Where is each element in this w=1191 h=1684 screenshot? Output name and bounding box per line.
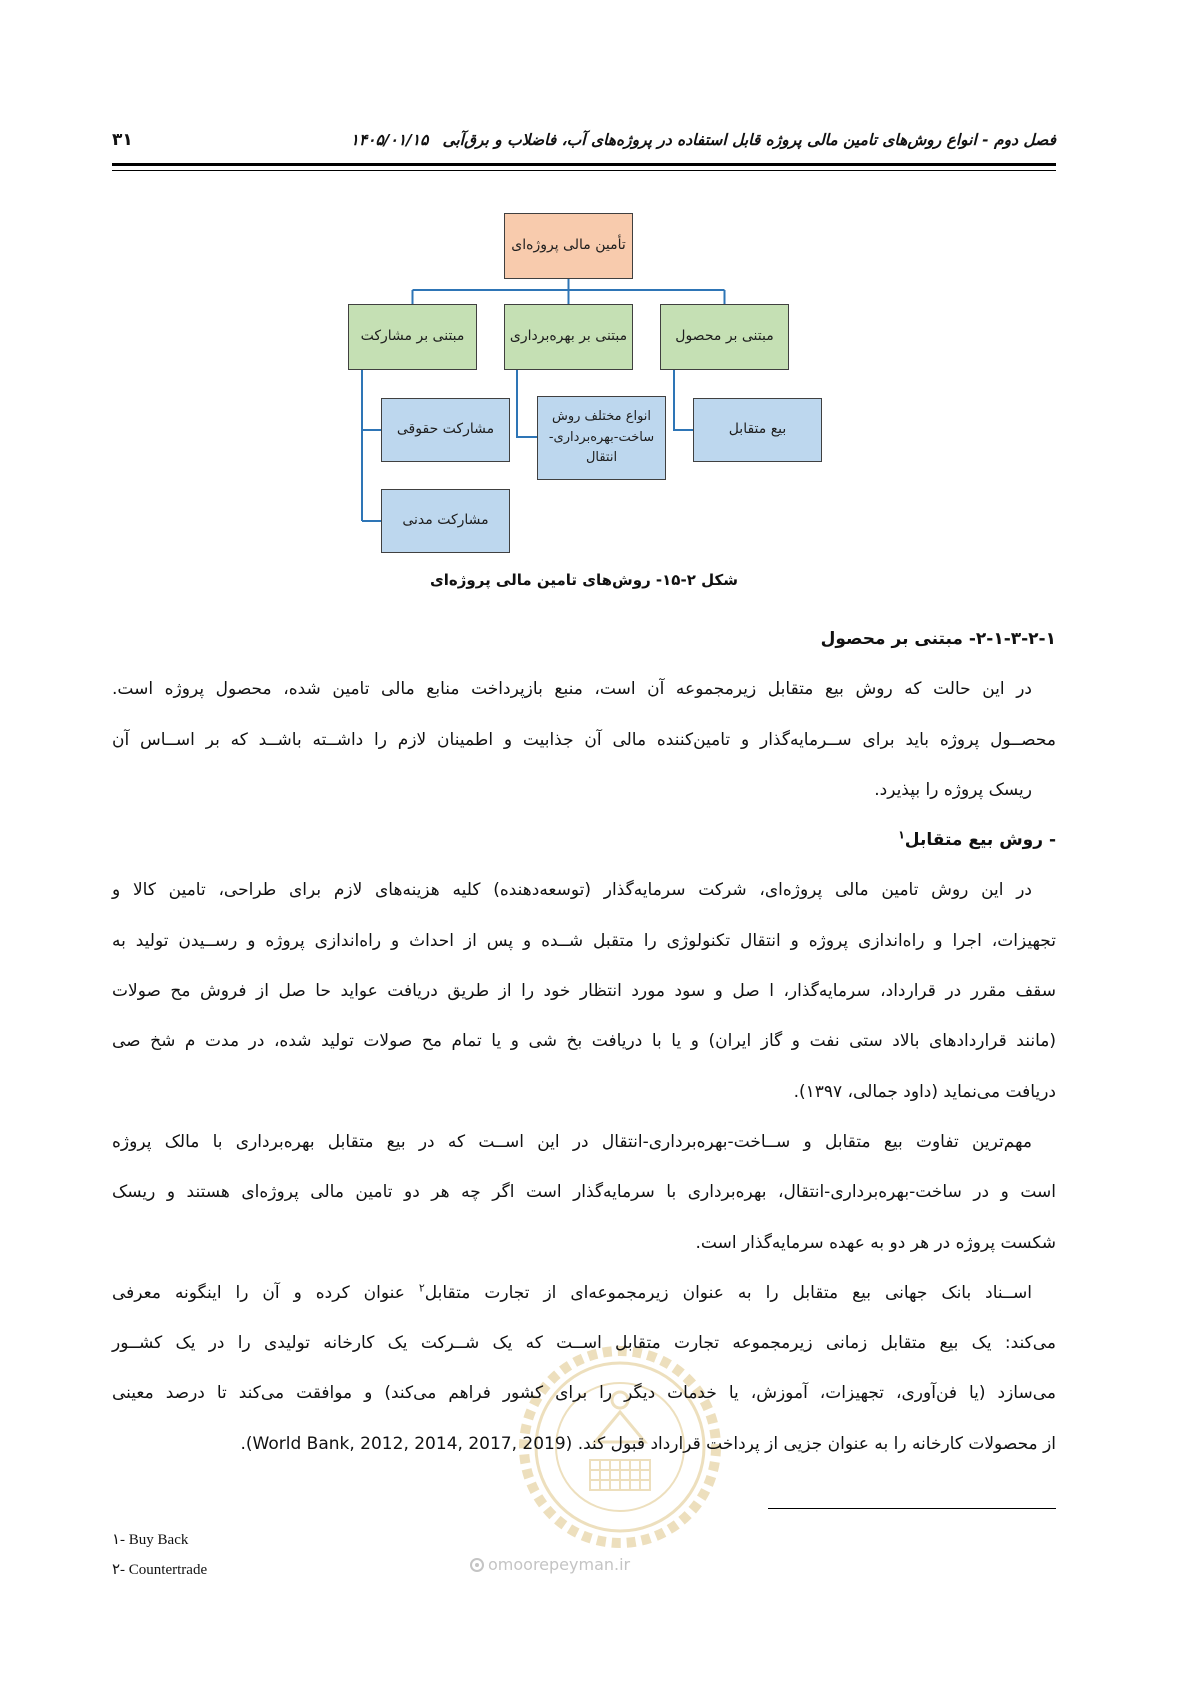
branch-participation-box [348,304,477,370]
leaf-bot-label-line: انواع مختلف روش [551,408,652,424]
footnote-2: ۲- Countertrade [112,1562,208,1578]
leaf-civil-partnership-label: مشارکت مدنی [402,512,489,529]
leaf-legal-partnership-label: مشارکت حقوقی [396,421,495,438]
body-text [112,614,1056,1469]
paragraph-4-line [112,1268,1056,1318]
diagram-connectors [0,0,1191,600]
header-date: ۱۴۰۵/۰۱/۱۵ [350,131,429,149]
leaf-bot-box [537,396,666,480]
paragraph-4-line: می‌سازد (یا فن‌آوری، تجهیزات، آموزش، یا خدمات دیگر را برای کشور فراهم می‌کند) و موافقت می‌کند تا درصد معینی [112,1383,1056,1404]
paragraph-2-line: دریافت می‌نماید (داود جمالی، ۱۳۹۷). [793,1081,1056,1102]
paragraph-4-text: عنوان کرده و آن را اینگونه معرفی [112,1282,419,1303]
branch-product-label: مبتنی بر محصول [675,328,774,345]
leaf-bot-label-line: انتقال [585,450,618,466]
watermark-url: omoorepeyman.ir [488,1555,631,1574]
branch-operation-box [504,304,633,370]
leaf-legal-partnership-box [381,398,510,462]
branch-product-box [660,304,789,370]
paragraph-4-line: می‌کند: یک بیع متقابل زمانی زیرمجموعه تجارت متقابل اســت که یک شــرکت یک کارخانه تولیدی را در یک کشــور [112,1333,1056,1354]
diagram-root-box [504,213,633,279]
page-number: ۳۱ [112,130,133,150]
watermark-text [470,1553,630,1577]
leaf-civil-partnership-box [381,489,510,553]
paragraph-4-line: از محصولات کارخانه را به عنوان جزیی از پرداخت قرارداد قبول کند. (World Bank, 2012, 2014, 2017, 2019). [240,1433,1056,1454]
paragraph-1-line: ریسک پروژه را بپذیرد. [874,779,1032,800]
paragraph-1-line: در این حالت که روش بیع متقابل زیرمجموعه آن است، منبع بازپرداخت منابع مالی تامین شده، محصول پروژه است. [112,679,1032,700]
footnotes [112,1525,207,1585]
paragraph-3-line: شکست پروژه در هر دو به عهده سرمایه‌گذار است. [695,1232,1056,1253]
connector-buy-back [674,370,693,430]
figure-caption: شکل ۲-۱۵- روش‌های تامین مالی پروژه‌ای [430,571,738,589]
running-header [112,124,1056,156]
paragraph-4-text: اســناد بانک جهانی بیع متقابل را به عنوان زیرمجموعه‌ای از تجارت متقابل [424,1282,1032,1303]
subheading-text: - روش بیع متقابل [904,830,1056,851]
paragraph-2-line: (مانند قراردادهای بالاد ستی نفت و گاز ایران) و یا با دریافت بخ شی و یا تمام مح صولات تولید شده، در مدت م شخ صی [112,1031,1056,1052]
header-rule-thin [112,170,1056,171]
paragraph-2-line: در این روش تامین مالی پروژه‌ای، شرکت سرمایه‌گذار (توسعه‌دهنده) کلیه هزینه‌های لازم برای طراحی، تامین کالا و [112,880,1032,901]
header-rule-thick [112,163,1056,166]
paragraph-2-line: سقف مقرر در قرارداد، سرمایه‌گذار، ا صل و سود مورد انتظار خود را از طریق دریافت عواید حا صل از فروش مح صولات [112,981,1056,1002]
leaf-buy-back-label: بیع متقابل [728,421,787,438]
section-heading: ۲-۱-۳-۲-۱- مبتنی بر محصول [820,629,1056,649]
connector-bot [517,370,537,437]
subheading [112,815,1056,865]
chapter-title: فصل دوم - انواع روش‌های تامین مالی پروژه قابل استفاده در پروژه‌های آب، فاضلاب و برق‌آبی [442,131,1056,149]
paragraph-3-line: مهم‌ترین تفاوت بیع متقابل و ســاخت-بهره‌برداری-انتقال در این اســت که در بیع متقابل بهره‌برداری با مالک پروژه [112,1131,1032,1152]
paragraph-1-line: محصــول پروژه باید برای ســرمایه‌گذار و تامین‌کننده مالی آن جذابیت و اطمینان لازم را داشــته باشــد که بر اســاس آن [112,729,1056,750]
paragraph-2-line: تجهیزات، اجرا و راه‌اندازی پروژه و انتقال تکنولوژی را متقبل شــده و پس از احداث و راه‌اندازی پروژه و رســیدن تولید به [112,930,1056,951]
footnote-ref-1: ۱ [898,828,905,842]
branch-operation-label: مبتنی بر بهره‌برداری [509,328,628,345]
paragraph-3-line: است و در ساخت-بهره‌برداری-انتقال، بهره‌برداری با سرمایه‌گذار است اگر چه هر دو تامین مالی پروژه‌ای هستند و ریسک [112,1182,1056,1203]
diagram-root-label: تأمین مالی پروژه‌ای [511,237,626,254]
branch-participation-label: مبتنی بر مشارکت [360,328,465,345]
leaf-bot-label-line: ساخت-بهره‌برداری- [548,429,655,445]
footnote-separator [768,1508,1056,1509]
footnote-ref-2: ۲ [418,1281,425,1295]
leaf-buy-back-box [693,398,822,462]
footnote-1: ۱- Buy Back [112,1532,189,1548]
site-logo-icon [470,1558,484,1572]
header-title-group [176,131,1056,149]
